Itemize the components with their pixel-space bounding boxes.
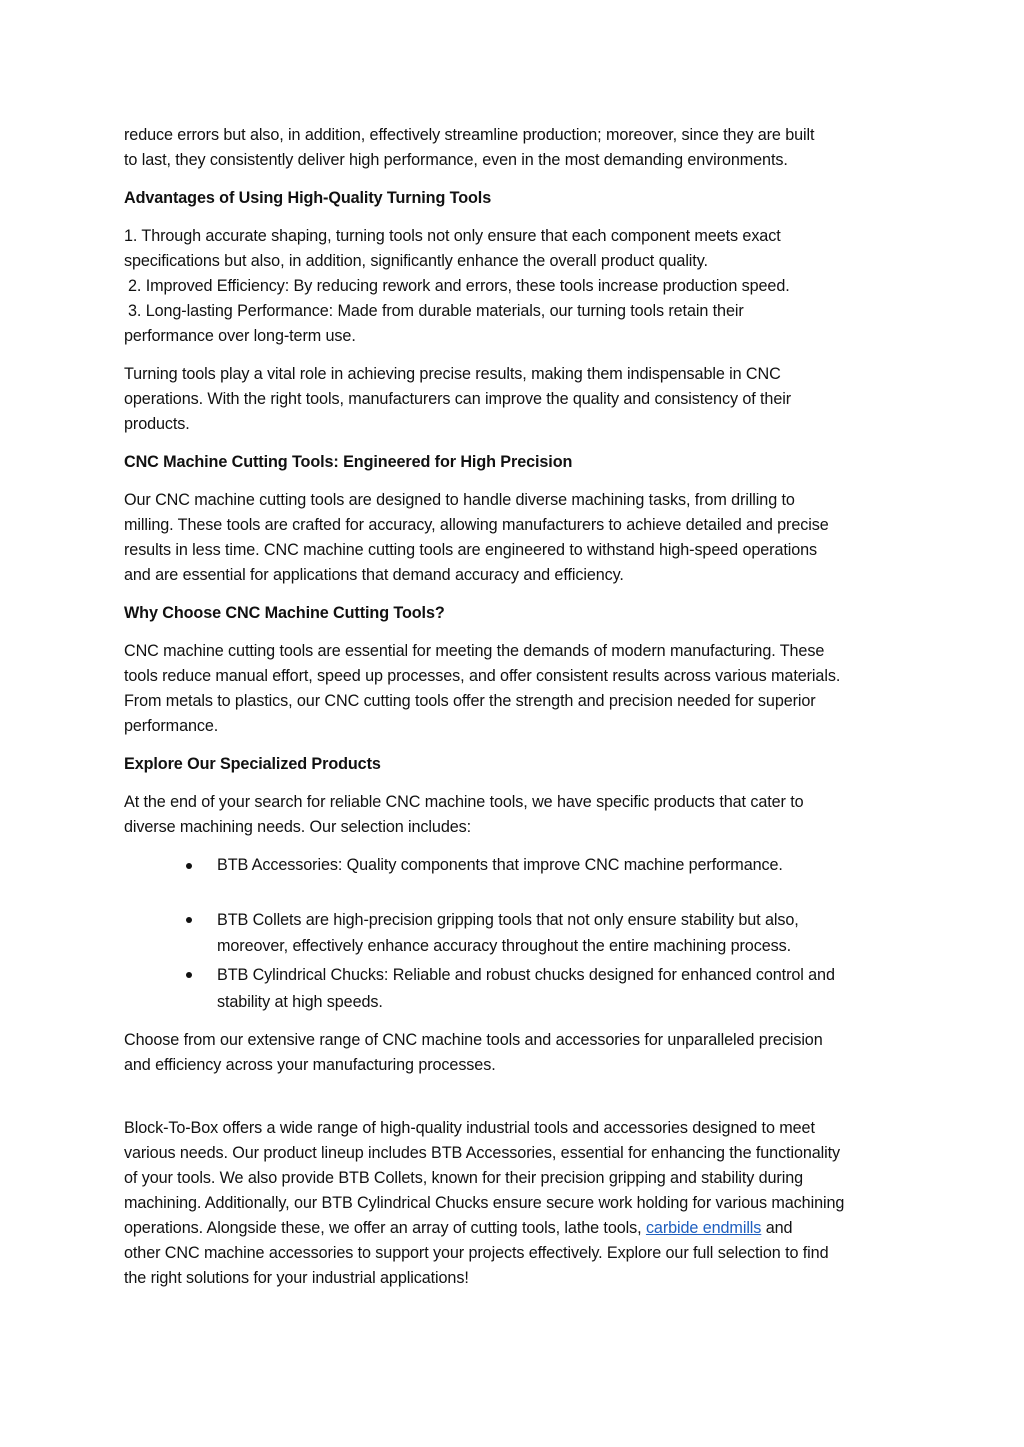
text-line: 1. Through accurate shaping, turning tools not only ensure that each component meets exact <box>124 227 781 245</box>
text-line <box>124 1216 914 1241</box>
text-line: diverse machining needs. Our selection includes: <box>124 818 472 836</box>
text-line: stability at high speeds. <box>217 993 383 1011</box>
closing-paragraph <box>124 1028 914 1078</box>
turning-summary-paragraph <box>124 362 914 437</box>
text-line: specifications but also, in addition, significantly enhance the overall product quality. <box>124 252 708 270</box>
explore-paragraph <box>124 790 914 840</box>
text-line: 2. Improved Efficiency: By reducing rework and errors, these tools increase production speed. <box>128 277 790 295</box>
text-line: products. <box>124 415 190 433</box>
document-page <box>124 123 914 1291</box>
intro-paragraph <box>124 123 914 173</box>
section-heading-why-choose: Why Choose CNC Machine Cutting Tools? <box>124 604 445 622</box>
section-heading-explore: Explore Our Specialized Products <box>124 755 381 773</box>
list-item <box>124 853 914 878</box>
why-choose-paragraph <box>124 639 914 739</box>
text-line: performance. <box>124 717 219 735</box>
text-line: reduce errors but also, in addition, effectively streamline production; moreover, since they are built <box>124 126 815 144</box>
product-bullet-list <box>124 853 914 1016</box>
bullet-icon <box>186 917 192 923</box>
text-segment: operations. Alongside these, we offer an array of cutting tools, lathe tools, <box>124 1219 642 1237</box>
text-segment: and <box>765 1219 793 1237</box>
text-line: other CNC machine accessories to support your projects effectively. Explore our full selection to find <box>124 1244 829 1262</box>
text-line: BTB Collets are high-precision gripping tools that not only ensure stability but also, <box>217 911 799 929</box>
text-line: of your tools. We also provide BTB Collets, known for their precision gripping and stability during <box>124 1169 804 1187</box>
text-line: Choose from our extensive range of CNC machine tools and accessories for unparalleled precision <box>124 1031 823 1049</box>
text-line: milling. These tools are crafted for accuracy, allowing manufacturers to achieve detailed and precise <box>124 516 829 534</box>
bullet-icon <box>186 972 192 978</box>
carbide-endmills-link[interactable]: carbide endmills <box>645 1219 762 1237</box>
text-line: BTB Accessories: Quality components that improve CNC machine performance. <box>217 856 783 874</box>
cnc-precision-paragraph <box>124 488 914 588</box>
text-line: tools reduce manual effort, speed up processes, and offer consistent results across various materials. <box>124 667 841 685</box>
text-line: Turning tools play a vital role in achieving precise results, making them indispensable in CNC <box>124 365 781 383</box>
section-heading-advantages: Advantages of Using High-Quality Turning Tools <box>124 189 492 207</box>
text-line: CNC machine cutting tools are essential for meeting the demands of modern manufacturing. These <box>124 642 825 660</box>
text-line: the right solutions for your industrial applications! <box>124 1269 469 1287</box>
text-line: Block-To-Box offers a wide range of high-quality industrial tools and accessories designed to meet <box>124 1119 815 1137</box>
text-line: From metals to plastics, our CNC cutting tools offer the strength and precision needed for superior <box>124 692 816 710</box>
text-line: various needs. Our product lineup includes BTB Accessories, essential for enhancing the functionality <box>124 1144 841 1162</box>
text-line: At the end of your search for reliable CNC machine tools, we have specific products that cater to <box>124 793 804 811</box>
text-line: and efficiency across your manufacturing processes. <box>124 1056 496 1074</box>
text-line: 3. Long-lasting Performance: Made from durable materials, our turning tools retain their <box>128 302 744 320</box>
bullet-icon <box>186 863 192 869</box>
text-line: moreover, effectively enhance accuracy throughout the entire machining process. <box>217 937 791 955</box>
text-line: performance over long-term use. <box>124 327 356 345</box>
text-line: and are essential for applications that demand accuracy and efficiency. <box>124 566 624 584</box>
company-summary-paragraph <box>124 1116 914 1291</box>
advantages-list <box>124 224 914 349</box>
text-line: to last, they consistently deliver high performance, even in the most demanding environments. <box>124 151 788 169</box>
text-line: results in less time. CNC machine cutting tools are engineered to withstand high-speed operations <box>124 541 818 559</box>
list-item <box>124 907 914 959</box>
section-heading-cnc-precision: CNC Machine Cutting Tools: Engineered for High Precision <box>124 453 573 471</box>
text-line: operations. With the right tools, manufacturers can improve the quality and consistency of their <box>124 390 792 408</box>
list-item <box>124 962 914 1016</box>
text-line: machining. Additionally, our BTB Cylindrical Chucks ensure secure work holding for various machining <box>124 1194 845 1212</box>
text-line: BTB Cylindrical Chucks: Reliable and robust chucks designed for enhanced control and <box>217 966 835 984</box>
text-line: Our CNC machine cutting tools are designed to handle diverse machining tasks, from drilling to <box>124 491 795 509</box>
